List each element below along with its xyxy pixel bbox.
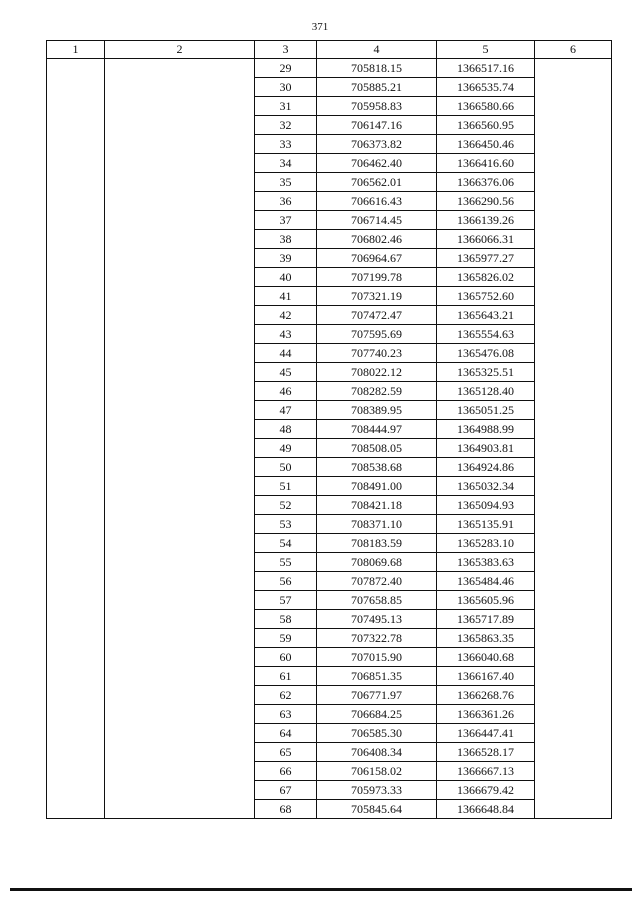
coordinate-y-cell: 1365383.63 (437, 553, 535, 572)
table-row (47, 59, 612, 78)
point-number-cell: 41 (255, 287, 317, 306)
point-number-cell: 36 (255, 192, 317, 211)
coordinate-y-cell: 1364924.86 (437, 458, 535, 477)
coordinate-y-cell: 1366535.74 (437, 78, 535, 97)
coordinate-y-cell: 1365135.91 (437, 515, 535, 534)
column-header: 3 (255, 41, 317, 59)
coordinate-x-cell: 708371.10 (317, 515, 437, 534)
coordinate-x-cell: 706408.34 (317, 743, 437, 762)
coordinate-x-cell: 707872.40 (317, 572, 437, 591)
coordinate-x-cell: 707322.78 (317, 629, 437, 648)
coordinate-y-cell: 1366667.13 (437, 762, 535, 781)
coordinate-y-cell: 1365717.89 (437, 610, 535, 629)
point-number-cell: 51 (255, 477, 317, 496)
coordinate-y-cell: 1365283.10 (437, 534, 535, 553)
coordinate-y-cell: 1366268.76 (437, 686, 535, 705)
coordinate-y-cell: 1366517.16 (437, 59, 535, 78)
point-number-cell: 50 (255, 458, 317, 477)
coordinate-y-cell: 1365128.40 (437, 382, 535, 401)
coordinate-y-cell: 1365863.35 (437, 629, 535, 648)
point-number-cell: 63 (255, 705, 317, 724)
coordinate-x-cell: 708022.12 (317, 363, 437, 382)
coordinate-x-cell: 706462.40 (317, 154, 437, 173)
coordinate-x-cell: 705958.83 (317, 97, 437, 116)
point-number-cell: 44 (255, 344, 317, 363)
point-number-cell: 45 (255, 363, 317, 382)
coordinate-y-cell: 1365325.51 (437, 363, 535, 382)
coordinate-y-cell: 1366528.17 (437, 743, 535, 762)
coordinate-x-cell: 707472.47 (317, 306, 437, 325)
point-number-cell: 35 (255, 173, 317, 192)
point-number-cell: 33 (255, 135, 317, 154)
point-number-cell: 68 (255, 800, 317, 819)
coordinate-x-cell: 705973.33 (317, 781, 437, 800)
point-number-cell: 47 (255, 401, 317, 420)
coordinate-x-cell: 708069.68 (317, 553, 437, 572)
coordinate-x-cell: 706771.97 (317, 686, 437, 705)
coordinate-y-cell: 1365977.27 (437, 249, 535, 268)
coordinate-y-cell: 1365605.96 (437, 591, 535, 610)
coordinate-x-cell: 706147.16 (317, 116, 437, 135)
table-body (47, 59, 612, 819)
point-number-cell: 55 (255, 553, 317, 572)
point-number-cell: 52 (255, 496, 317, 515)
table-header-row (47, 41, 612, 59)
column-header: 5 (437, 41, 535, 59)
coordinate-x-cell: 706802.46 (317, 230, 437, 249)
coordinate-y-cell: 1365554.63 (437, 325, 535, 344)
point-number-cell: 53 (255, 515, 317, 534)
empty-col1-cell (47, 59, 105, 819)
coordinate-y-cell: 1366416.60 (437, 154, 535, 173)
point-number-cell: 56 (255, 572, 317, 591)
coordinate-x-cell: 706714.45 (317, 211, 437, 230)
point-number-cell: 42 (255, 306, 317, 325)
coordinate-x-cell: 708508.05 (317, 439, 437, 458)
point-number-cell: 60 (255, 648, 317, 667)
point-number-cell: 49 (255, 439, 317, 458)
coordinate-x-cell: 707740.23 (317, 344, 437, 363)
point-number-cell: 57 (255, 591, 317, 610)
coordinate-y-cell: 1365094.93 (437, 496, 535, 515)
coordinate-x-cell: 706851.35 (317, 667, 437, 686)
point-number-cell: 40 (255, 268, 317, 287)
empty-col2-cell (105, 59, 255, 819)
coordinate-x-cell: 706562.01 (317, 173, 437, 192)
point-number-cell: 58 (255, 610, 317, 629)
coordinate-x-cell: 708183.59 (317, 534, 437, 553)
column-header: 6 (535, 41, 612, 59)
coordinate-y-cell: 1366040.68 (437, 648, 535, 667)
column-header: 2 (105, 41, 255, 59)
coordinate-y-cell: 1366679.42 (437, 781, 535, 800)
point-number-cell: 66 (255, 762, 317, 781)
coordinate-x-cell: 707595.69 (317, 325, 437, 344)
coordinate-x-cell: 706158.02 (317, 762, 437, 781)
point-number-cell: 65 (255, 743, 317, 762)
coordinate-y-cell: 1366066.31 (437, 230, 535, 249)
coordinate-x-cell: 708444.97 (317, 420, 437, 439)
coordinate-x-cell: 705885.21 (317, 78, 437, 97)
coordinate-x-cell: 708538.68 (317, 458, 437, 477)
point-number-cell: 31 (255, 97, 317, 116)
coordinate-y-cell: 1366376.06 (437, 173, 535, 192)
point-number-cell: 61 (255, 667, 317, 686)
empty-col6-cell (535, 59, 612, 819)
coordinate-x-cell: 707015.90 (317, 648, 437, 667)
coordinate-x-cell: 706585.30 (317, 724, 437, 743)
point-number-cell: 30 (255, 78, 317, 97)
coordinate-y-cell: 1365476.08 (437, 344, 535, 363)
point-number-cell: 34 (255, 154, 317, 173)
coordinate-y-cell: 1366447.41 (437, 724, 535, 743)
coordinate-y-cell: 1366450.46 (437, 135, 535, 154)
point-number-cell: 37 (255, 211, 317, 230)
coordinate-x-cell: 708282.59 (317, 382, 437, 401)
coordinate-x-cell: 706616.43 (317, 192, 437, 211)
coordinate-y-cell: 1366648.84 (437, 800, 535, 819)
coordinate-x-cell: 707495.13 (317, 610, 437, 629)
point-number-cell: 39 (255, 249, 317, 268)
coordinate-y-cell: 1366580.66 (437, 97, 535, 116)
coordinate-y-cell: 1366290.56 (437, 192, 535, 211)
column-header: 1 (47, 41, 105, 59)
coordinate-x-cell: 705845.64 (317, 800, 437, 819)
coordinate-y-cell: 1365752.60 (437, 287, 535, 306)
coordinate-x-cell: 706373.82 (317, 135, 437, 154)
page-number: 371 (311, 21, 329, 33)
column-header: 4 (317, 41, 437, 59)
coordinate-x-cell: 706684.25 (317, 705, 437, 724)
point-number-cell: 48 (255, 420, 317, 439)
point-number-cell: 29 (255, 59, 317, 78)
coordinate-x-cell: 708491.00 (317, 477, 437, 496)
bottom-rule (10, 888, 632, 891)
coordinate-y-cell: 1365826.02 (437, 268, 535, 287)
coordinate-x-cell: 705818.15 (317, 59, 437, 78)
coordinate-x-cell: 706964.67 (317, 249, 437, 268)
coordinate-x-cell: 708421.18 (317, 496, 437, 515)
point-number-cell: 46 (255, 382, 317, 401)
coordinate-y-cell: 1364903.81 (437, 439, 535, 458)
coordinate-y-cell: 1366361.26 (437, 705, 535, 724)
point-number-cell: 59 (255, 629, 317, 648)
coordinate-y-cell: 1365643.21 (437, 306, 535, 325)
point-number-cell: 54 (255, 534, 317, 553)
coordinate-y-cell: 1366139.26 (437, 211, 535, 230)
coordinate-x-cell: 708389.95 (317, 401, 437, 420)
coordinate-y-cell: 1366167.40 (437, 667, 535, 686)
point-number-cell: 67 (255, 781, 317, 800)
coordinate-x-cell: 707199.78 (317, 268, 437, 287)
coordinate-x-cell: 707658.85 (317, 591, 437, 610)
coordinate-y-cell: 1364988.99 (437, 420, 535, 439)
coordinate-y-cell: 1365051.25 (437, 401, 535, 420)
point-number-cell: 32 (255, 116, 317, 135)
coordinate-y-cell: 1366560.95 (437, 116, 535, 135)
coordinate-y-cell: 1365484.46 (437, 572, 535, 591)
point-number-cell: 38 (255, 230, 317, 249)
coordinates-table (46, 40, 612, 819)
point-number-cell: 43 (255, 325, 317, 344)
point-number-cell: 64 (255, 724, 317, 743)
coordinate-x-cell: 707321.19 (317, 287, 437, 306)
coordinate-y-cell: 1365032.34 (437, 477, 535, 496)
point-number-cell: 62 (255, 686, 317, 705)
